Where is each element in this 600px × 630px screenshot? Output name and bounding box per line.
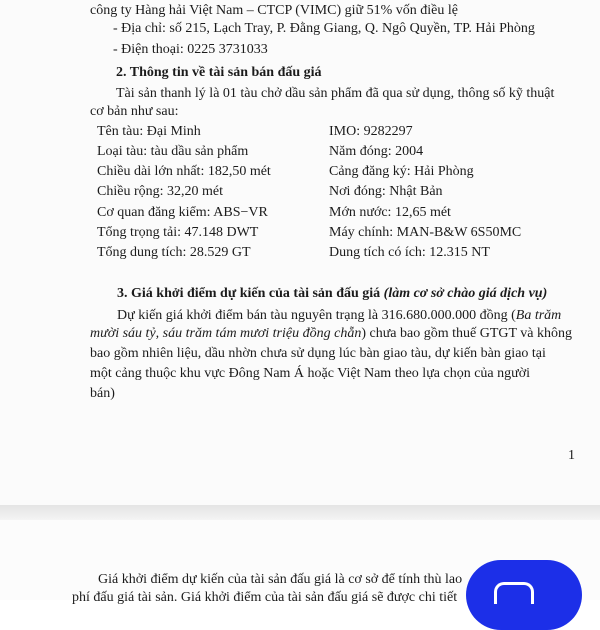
spec-imo: IMO: 9282297 (329, 124, 413, 139)
section-3-heading (117, 286, 547, 302)
spec-draft: Mớn nước: 12,65 mét (329, 205, 451, 220)
spec-ship-type: Loại tàu: tàu dầu sản phẩm (97, 144, 249, 159)
section-3-line-4: một cảng thuộc khu vực Đông Nam Á hoặc Việt Nam theo lựa chọn của người (90, 366, 531, 381)
phone-line: - Điện thoại: 0225 3731033 (113, 42, 268, 57)
price-in-words-end: mười sáu tỷ, sáu trăm tám mươi triệu đồng chẵn (90, 326, 362, 341)
price-conditions: ) chưa bao gồm thuế GTGT và không (361, 326, 572, 341)
section-2-heading: 2. Thông tin về tài sản bán đấu giá (116, 65, 322, 80)
price-text: Dự kiến giá khởi điểm bán tàu nguyên trạng là 316.680.000.000 đồng ( (117, 308, 516, 323)
chat-bubble-icon[interactable] (494, 582, 534, 604)
section-3-line-5: bán) (90, 386, 115, 401)
spec-port-of-registry: Cảng đăng ký: Hải Phòng (329, 164, 474, 179)
section-3-line-2 (90, 326, 572, 342)
spec-net-tonnage: Dung tích có ích: 12.315 NT (329, 245, 490, 260)
page-2-line-1: Giá khởi điểm dự kiến của tài sản đấu giá là cơ sở để tính thù lao (98, 572, 463, 587)
section-3-heading-note: (làm cơ sở chào giá dịch vụ) (383, 286, 548, 301)
spec-gross-tonnage: Tổng dung tích: 28.529 GT (97, 245, 251, 260)
spec-place-built: Nơi đóng: Nhật Bản (329, 184, 443, 199)
price-in-words-start: Ba trăm (515, 308, 562, 323)
spec-year-built: Năm đóng: 2004 (329, 144, 424, 159)
spec-deadweight: Tổng trọng tải: 47.148 DWT (97, 225, 259, 240)
section-3-heading-text: 3. Giá khởi điểm dự kiến của tài sản đấu giá (117, 286, 381, 301)
page-separator (0, 505, 600, 520)
spec-class-society: Cơ quan đăng kiểm: ABS−VR (97, 205, 268, 220)
spec-length: Chiều dài lớn nhất: 182,50 mét (97, 164, 271, 179)
page-2-line-2: phí đấu giá tài sản. Giá khởi điểm của tài sản đấu giá sẽ được chi tiết (72, 590, 458, 605)
spec-ship-name: Tên tàu: Đại Minh (97, 124, 201, 139)
spec-main-engine: Máy chính: MAN-B&W 6S50MC (329, 225, 522, 240)
address-line: - Địa chỉ: số 215, Lạch Tray, P. Đằng Giang, Q. Ngô Quyền, TP. Hải Phòng (113, 21, 535, 36)
section-2-paragraph-line-2: cơ bản như sau: (90, 104, 179, 119)
section-3-line-3: bao gồm nhiên liệu, dầu nhờn chưa sử dụng lúc bàn giao tàu, dự kiến bàn giao tại (90, 346, 546, 361)
spec-breadth: Chiều rộng: 32,20 mét (97, 184, 223, 199)
section-3-line-1 (117, 308, 561, 324)
intro-line: công ty Hàng hải Việt Nam – CTCP (VIMC) giữ 51% vốn điều lệ (90, 3, 458, 18)
section-2-paragraph-line-1: Tài sản thanh lý là 01 tàu chở dầu sản phẩm đã qua sử dụng, thông số kỹ thuật (116, 86, 555, 101)
page-number: 1 (568, 448, 575, 463)
